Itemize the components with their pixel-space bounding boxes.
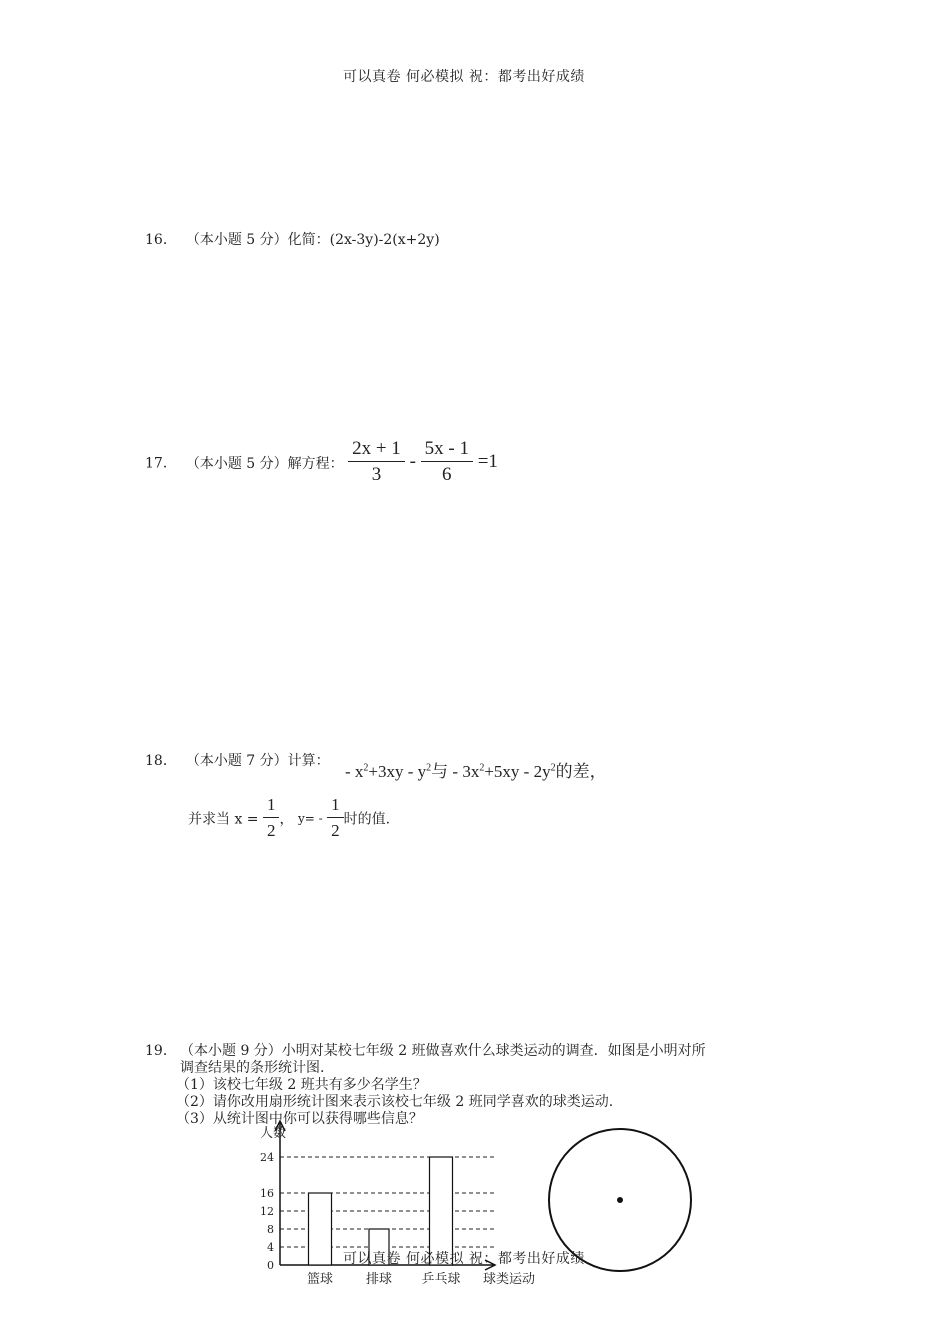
fraction-2: $\frac{5x - 1}{6}$ xyxy=(421,437,473,488)
x-axis-label: 球类运动 xyxy=(483,1272,536,1287)
equation xyxy=(348,438,498,485)
question-19 xyxy=(145,1043,177,1060)
question-number: 19． xyxy=(145,1043,177,1059)
y-tick-label-8: 8 xyxy=(267,1223,274,1236)
y-axis-label: 人数 xyxy=(260,1126,287,1141)
question-16 xyxy=(145,229,440,249)
x-tick-label-篮球: 篮球 xyxy=(306,1272,334,1287)
question-number: 18． xyxy=(145,753,177,769)
y-tick-label-0: 0 xyxy=(267,1259,274,1272)
question-19-line-5: （3）从统计图中你可以获得哪些信息？ xyxy=(176,1111,423,1127)
y-tick-label-24: 24 xyxy=(260,1151,274,1164)
minus-sign: - xyxy=(409,450,416,472)
question-text: （本小题 5 分）解方程： xyxy=(192,455,344,472)
page-header: 可以真卷 何必模拟 祝：都考出好成绩 xyxy=(343,69,585,85)
question-19-line-1: （本小题 9 分）小明对某校七年级 2 班做喜欢什么球类运动的调查．如图是小明对所 xyxy=(180,1043,706,1059)
page-footer: 可以真卷 何必模拟 祝：都考出好成绩 xyxy=(343,1251,585,1267)
question-18 xyxy=(145,750,330,770)
x-tick-label-乒乓球: 乒乓球 xyxy=(421,1272,461,1287)
y-tick-label-4: 4 xyxy=(267,1241,274,1254)
x-tick-label-排球: 排球 xyxy=(365,1272,393,1287)
circle-center-dot xyxy=(617,1197,623,1203)
question-17 xyxy=(145,437,498,488)
fraction-1: $\frac{2x + 1}{3}$ xyxy=(348,437,405,488)
question-19-line-4: （2）请你改用扇形统计图来表示该校七年级 2 班同学喜欢的球类运动. xyxy=(176,1094,614,1110)
question-text: （本小题 7 分）计算： xyxy=(192,753,330,769)
bar-篮球 xyxy=(309,1193,332,1265)
question-text: （本小题 5 分）化简：(2x-3y)-2(x+2y) xyxy=(192,232,440,248)
y-tick-label-12: 12 xyxy=(260,1205,274,1218)
y-value-fraction: $\frac{1}{2}$ xyxy=(327,793,344,844)
x-value-fraction: $\frac{1}{2}$ xyxy=(263,793,280,844)
question-18-line2: 并求当 x = $\frac{1}{2}$ ， y= - $\frac{1}{2}$ 时的值. xyxy=(188,793,390,844)
y-tick-label-16: 16 xyxy=(260,1187,274,1200)
equation-rhs: =1 xyxy=(477,450,498,472)
question-number: 17． xyxy=(145,455,177,472)
question-19-line-3: （1）该校七年级 2 班共有多少名学生？ xyxy=(176,1077,427,1093)
question-19-line-2: 调查结果的条形统计图. xyxy=(180,1060,325,1076)
question-number: 16． xyxy=(145,232,177,248)
question-18-expression: - $x^2+3xy - y^2$与 - $3x^2+5xy - 2y^2$的差， xyxy=(345,762,607,781)
